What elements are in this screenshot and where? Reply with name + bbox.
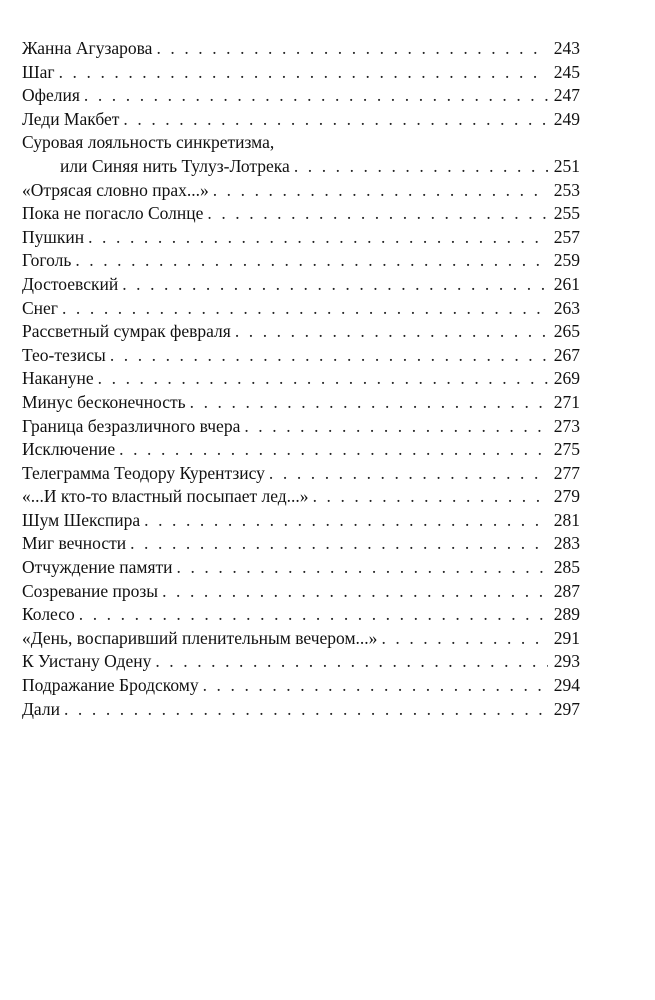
toc-entry-title: К Уистану Одену xyxy=(22,651,152,672)
toc-entry[interactable] xyxy=(22,674,580,698)
toc-entry[interactable] xyxy=(22,297,580,321)
toc-entry-page: 297 xyxy=(553,698,580,719)
toc-entry-title: или Синяя нить Тулуз-Лотрека xyxy=(60,155,290,176)
toc-entry-page: 245 xyxy=(553,61,580,82)
toc-entry[interactable] xyxy=(22,37,580,61)
toc-entry-title: «День, воспаривший пленительным вечером...» xyxy=(22,627,378,648)
toc-entry-title: Граница безразличного вчера xyxy=(22,415,241,436)
dot-leader xyxy=(381,627,547,651)
toc-entry[interactable] xyxy=(22,698,580,722)
toc-entry-page: 277 xyxy=(553,462,580,483)
toc-entry-page: 263 xyxy=(553,297,580,318)
dot-leader xyxy=(123,108,547,132)
toc-entry-title: Дали xyxy=(22,698,60,719)
toc-entry-title: Колесо xyxy=(22,604,75,625)
toc-entry-page: 251 xyxy=(553,155,580,176)
dot-leader xyxy=(294,155,548,179)
toc-entry-title: Созревание прозы xyxy=(22,580,159,601)
toc-entry-page: 291 xyxy=(553,627,580,648)
toc-entry[interactable] xyxy=(22,415,580,439)
toc-entry[interactable] xyxy=(22,320,580,344)
dot-leader xyxy=(203,674,548,698)
toc-entry[interactable] xyxy=(22,556,580,580)
toc-entry-page: 267 xyxy=(553,344,580,365)
toc-entry[interactable] xyxy=(22,84,580,108)
toc-entry-page: 294 xyxy=(553,675,580,696)
dot-leader xyxy=(62,297,548,321)
toc-entry[interactable] xyxy=(22,61,580,85)
toc-entry-title: Тео-тезисы xyxy=(22,344,106,365)
dot-leader xyxy=(79,603,548,627)
toc-entry-title: «...И кто-то властный посыпает лед...» xyxy=(22,486,309,507)
dot-leader xyxy=(213,179,548,203)
toc-entry-title: Телеграмма Теодору Курентзису xyxy=(22,462,265,483)
toc-entry-title: Шаг xyxy=(22,61,55,82)
dot-leader xyxy=(162,580,548,604)
dot-leader xyxy=(122,273,548,297)
toc-entry[interactable] xyxy=(22,249,580,273)
toc-entry-page: 261 xyxy=(553,273,580,294)
toc-entry-page: 265 xyxy=(553,321,580,342)
toc-entry-page: 257 xyxy=(553,226,580,247)
toc-entry-page: 269 xyxy=(553,368,580,389)
toc-entry-page: 255 xyxy=(553,203,580,224)
dot-leader xyxy=(75,249,547,273)
toc-entry-title: Отчуждение памяти xyxy=(22,557,173,578)
toc-entry-title: Шум Шекспира xyxy=(22,509,141,530)
toc-entry-page: 249 xyxy=(553,108,580,129)
toc-entry-title: Снег xyxy=(22,297,58,318)
toc-entry[interactable] xyxy=(22,226,580,250)
toc-entry[interactable] xyxy=(22,202,580,226)
dot-leader xyxy=(235,320,548,344)
dot-leader xyxy=(269,462,548,486)
toc-entry[interactable] xyxy=(22,344,580,368)
dot-leader xyxy=(59,61,548,85)
toc-entry[interactable] xyxy=(22,627,580,651)
toc-entry[interactable] xyxy=(22,650,580,674)
toc-entry-title: Пушкин xyxy=(22,226,85,247)
toc-entry-title: Миг вечности xyxy=(22,533,127,554)
toc-entry[interactable] xyxy=(22,580,580,604)
toc-entry-title: Жанна Агузарова xyxy=(22,38,153,58)
toc-entry[interactable] xyxy=(22,179,580,203)
toc-entry[interactable] xyxy=(22,155,580,179)
toc-entry-page: 281 xyxy=(553,509,580,530)
dot-leader xyxy=(156,37,547,61)
toc-entry-title: Накануне xyxy=(22,368,94,389)
toc-entry-title: Минус бесконечность xyxy=(22,391,186,412)
toc-entry[interactable] xyxy=(22,391,580,415)
dot-leader xyxy=(84,84,548,108)
toc-entry-title: Леди Макбет xyxy=(22,108,120,129)
toc-entry-page: 243 xyxy=(553,38,580,58)
toc-entry-page: 247 xyxy=(553,85,580,106)
toc-entry-title: «Отрясая словно прах...» xyxy=(22,179,209,200)
toc-entry-title: Гоголь xyxy=(22,250,72,271)
toc-entry-title: Подражание Бродскому xyxy=(22,675,199,696)
toc-entry[interactable] xyxy=(22,603,580,627)
toc-entry[interactable] xyxy=(22,485,580,509)
dot-leader xyxy=(144,509,548,533)
toc-entry-page: 283 xyxy=(553,533,580,554)
dot-leader xyxy=(244,415,547,439)
toc-entry[interactable] xyxy=(22,108,580,132)
toc-entry-title: Офелия xyxy=(22,85,80,106)
dot-leader xyxy=(130,532,548,556)
table-of-contents xyxy=(22,37,580,721)
dot-leader xyxy=(190,391,548,415)
dot-leader xyxy=(88,226,548,250)
dot-leader xyxy=(110,344,548,368)
toc-entry-page: 273 xyxy=(553,415,580,436)
toc-entry-title: Исключение xyxy=(22,439,116,460)
toc-entry[interactable] xyxy=(22,273,580,297)
dot-leader xyxy=(177,556,548,580)
dot-leader xyxy=(98,367,548,391)
toc-entry[interactable] xyxy=(22,532,580,556)
toc-entry-page: 259 xyxy=(553,250,580,271)
dot-leader xyxy=(207,202,547,226)
toc-entry-title: Рассветный сумрак февраля xyxy=(22,321,231,342)
toc-entry[interactable] xyxy=(22,462,580,486)
toc-entry-page: 253 xyxy=(553,179,580,200)
toc-entry-title: Достоевский xyxy=(22,273,119,294)
dot-leader xyxy=(64,698,548,722)
toc-entry[interactable] xyxy=(22,367,580,391)
toc-entry[interactable] xyxy=(22,509,580,533)
toc-entry[interactable] xyxy=(22,438,580,462)
toc-entry-title: Пока не погасло Солнце xyxy=(22,203,204,224)
dot-leader xyxy=(119,438,548,462)
toc-entry-page: 271 xyxy=(553,391,580,412)
toc-entry-page: 275 xyxy=(553,439,580,460)
toc-entry-page: 289 xyxy=(553,604,580,625)
dot-leader xyxy=(313,485,548,509)
toc-entry-title-line1[interactable]: Суровая лояльность синкретизма, xyxy=(22,132,275,153)
toc-entry-page: 287 xyxy=(553,580,580,601)
toc-entry-page: 279 xyxy=(553,486,580,507)
dot-leader xyxy=(155,650,547,674)
toc-entry-page: 285 xyxy=(553,557,580,578)
toc-entry-page: 293 xyxy=(553,651,580,672)
